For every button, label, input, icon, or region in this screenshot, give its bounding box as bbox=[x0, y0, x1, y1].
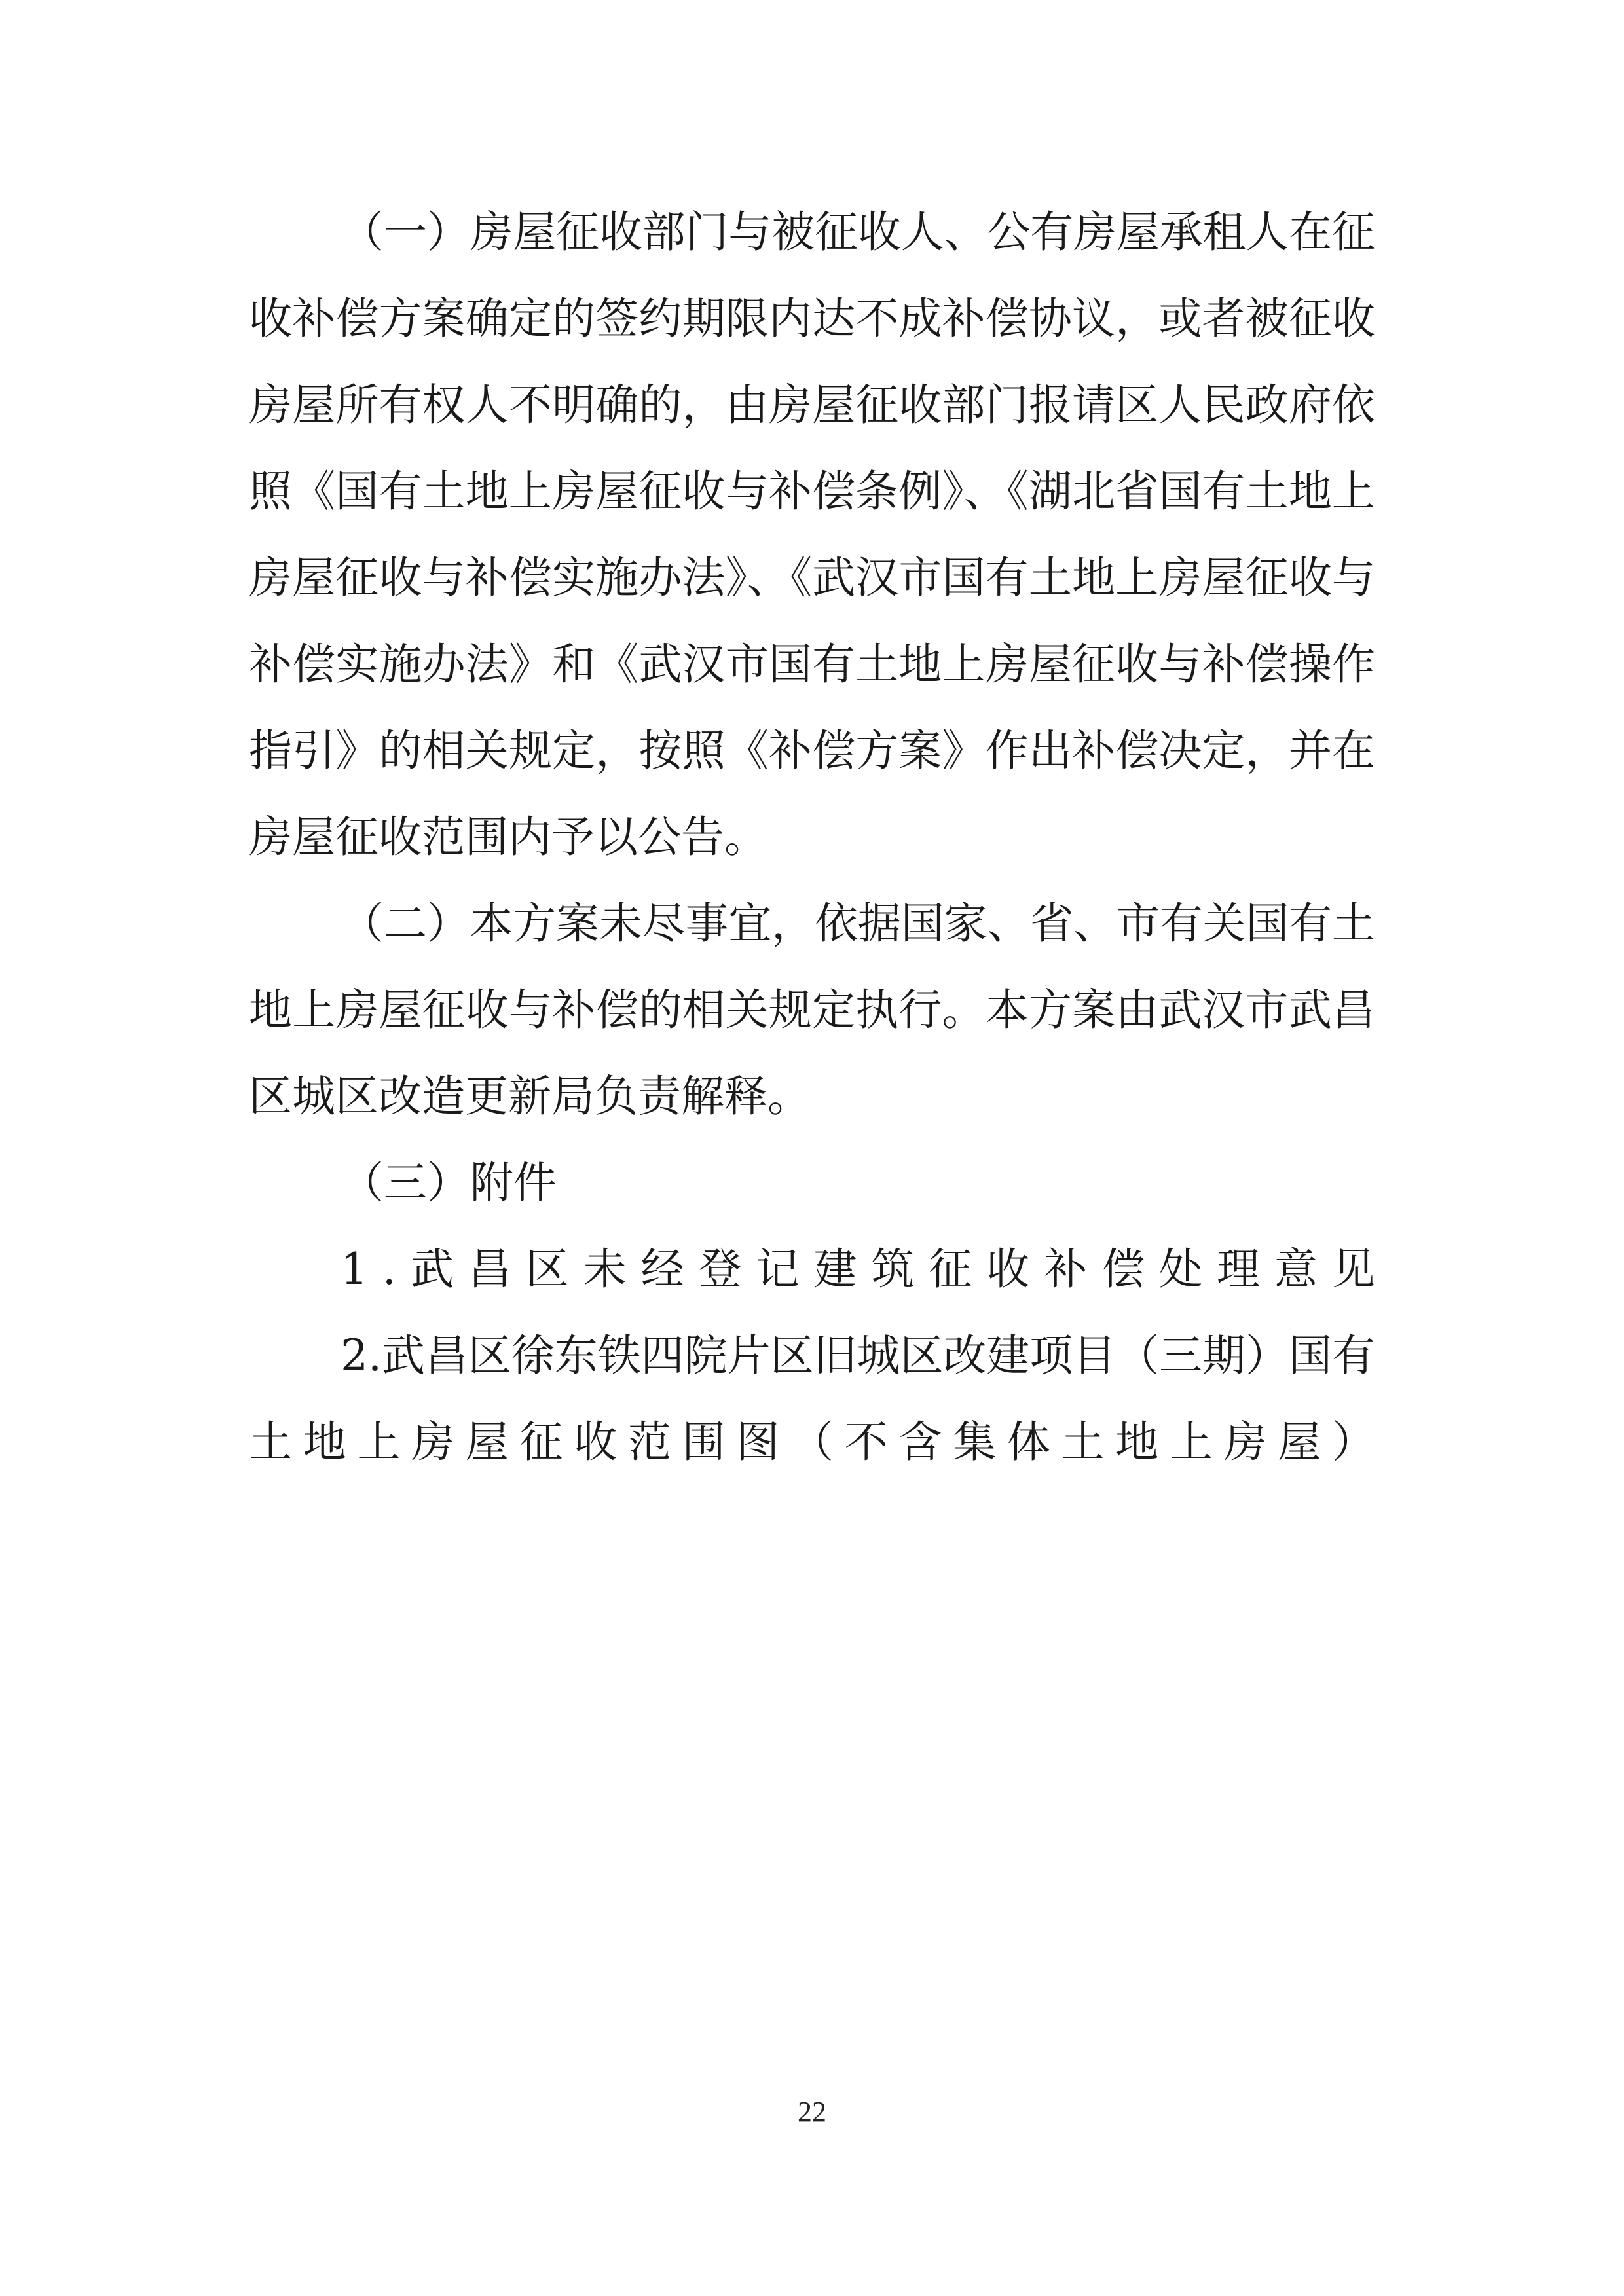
text-line bbox=[0, 1147, 1624, 1219]
text-line bbox=[0, 196, 1624, 268]
text-line bbox=[0, 629, 1624, 701]
text-line-content: 指引》的相关规定，按照《补偿方案》作出补偿决定，并在 bbox=[249, 725, 1376, 776]
text-line-content: 土地上房屋征收范围图（不含集体土地上房屋） bbox=[249, 1417, 1386, 1467]
text-line bbox=[0, 715, 1624, 787]
text-line bbox=[0, 369, 1624, 441]
text-line bbox=[0, 1320, 1624, 1392]
text-line bbox=[0, 801, 1624, 873]
text-line bbox=[0, 456, 1624, 528]
text-line bbox=[0, 1061, 1624, 1133]
text-line-content: 地上房屋征收与补偿的相关规定执行。本方案由武汉市武昌 bbox=[249, 985, 1376, 1035]
text-line-content: （二）本方案未尽事宜，依据国家、省、市有关国有土 bbox=[341, 898, 1375, 949]
text-line-content: 房屋征收范围内予以公告。 bbox=[249, 812, 767, 862]
text-line-content: 区城区改造更新局负责解释。 bbox=[249, 1071, 811, 1121]
text-line bbox=[0, 974, 1624, 1046]
text-line-content: 照《国有土地上房屋征收与补偿条例》、《湖北省国有土地上 bbox=[249, 466, 1376, 517]
text-line bbox=[0, 888, 1624, 960]
text-line bbox=[0, 283, 1624, 355]
text-line bbox=[0, 1406, 1624, 1478]
text-line-content: 房屋所有权人不明确的，由房屋征收部门报请区人民政府依 bbox=[249, 380, 1376, 430]
page-number: 22 bbox=[798, 2096, 826, 2128]
text-line-content: 2.武昌区徐东铁四院片区旧城区改建项目（三期）国有 bbox=[341, 1330, 1375, 1381]
text-line bbox=[0, 542, 1624, 614]
text-line-content: 1.武昌区未经登记建筑征收补偿处理意见 bbox=[341, 1244, 1390, 1294]
text-line bbox=[0, 1233, 1624, 1305]
text-line-content: 房屋征收与补偿实施办法》、《武汉市国有土地上房屋征收与 bbox=[249, 553, 1376, 603]
text-line-content: （三）附件 bbox=[341, 1157, 557, 1208]
text-line-content: 补偿实施办法》和《武汉市国有土地上房屋征收与补偿操作 bbox=[249, 639, 1376, 689]
text-line-content: （一）房屋征收部门与被征收人、公有房屋承租人在征 bbox=[341, 207, 1375, 257]
text-line-content: 收补偿方案确定的签约期限内达不成补偿协议，或者被征收 bbox=[249, 293, 1376, 344]
